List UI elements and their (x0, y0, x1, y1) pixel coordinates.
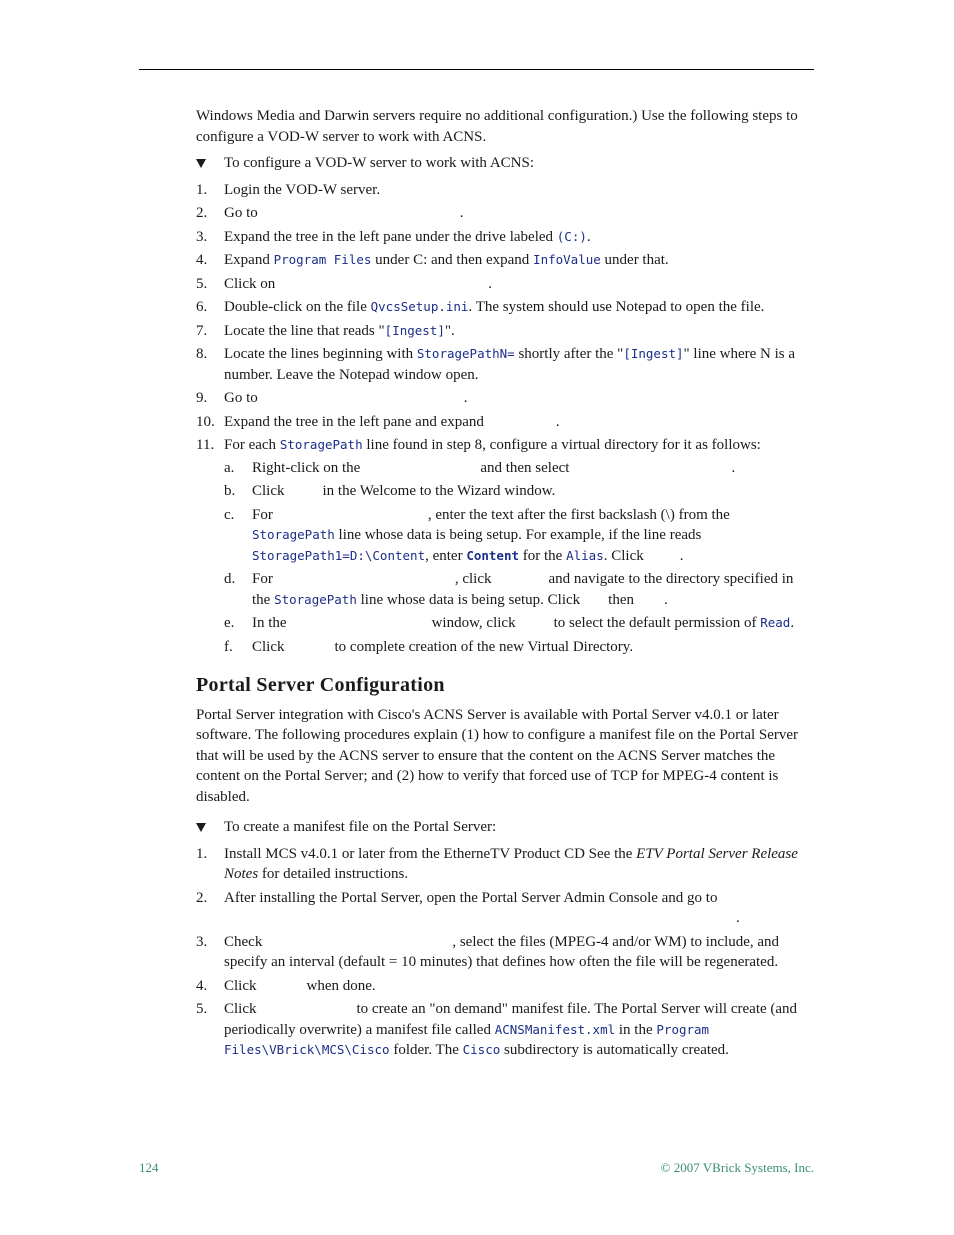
section-heading: Portal Server Configuration (196, 674, 445, 696)
list-item: 1. Login the VOD-W server. (196, 181, 381, 198)
portal-steps-list (196, 844, 812, 1061)
list-item: 2. Go to . (196, 205, 464, 221)
page-body (196, 106, 812, 1064)
list-item: 9. Go to . (196, 390, 468, 406)
list-item: 10. Expand the tree in the left pane and expand . (196, 413, 560, 430)
list-item: 3. Check , select the files (MPEG-4 and/or WM) to include, and specify an interval (default = 10 minutes) that defines how often the file will be regenerated. (196, 933, 780, 970)
list-item: f. Click to complete creation of the new Virtual Directory. (224, 638, 634, 655)
list-item: b. Click in the Welcome to the Wizard window. (224, 483, 556, 499)
list-item: d. For , click and navigate to the directory specified in the StoragePath line whose data is being setup. Click then . (224, 571, 794, 608)
list-item: 5. Click to create an "on demand" manifest file. The Portal Server will create (and periodically overwrite) a manifest file called ACNSManifest.xml in the Program Files\VBrick\MCS\Cisco folder. The Cisco subdirectory is automatically created. (196, 1001, 798, 1058)
triangle-bullet-icon (196, 823, 206, 832)
list-item: 4. Expand Program Files under C: and then expand InfoValue under that. (196, 252, 669, 268)
list-item: 2. After installing the Portal Server, open the Portal Server Admin Console and go to . (196, 889, 740, 926)
list-item: 3. Expand the tree in the left pane under the drive labeled (C:). (196, 228, 591, 245)
list-item: 7. Locate the line that reads "[Ingest]". (196, 322, 455, 339)
list-item: 4. Click when done. (196, 977, 376, 994)
task-heading: To create a manifest file on the Portal Server: (196, 817, 812, 838)
intro-paragraph: Windows Media and Darwin servers require no additional configuration.) Use the following steps to configure a VOD-W server to work with ACNS. (196, 108, 798, 145)
list-item: 8. Locate the lines beginning with StoragePathN= shortly after the "[Ingest]" line where N is a number. Leave the Notepad window open. (196, 346, 796, 383)
sub-steps-list (224, 458, 812, 658)
header-rule (139, 69, 814, 70)
copyright: © 2007 VBrick Systems, Inc. (660, 1160, 814, 1175)
portal-paragraph: Portal Server integration with Cisco's ACNS Server is available with Portal Server v4.0.1 or later software. The following procedures explain (1) how to configure a manifest file on the Portal Server that will be used by the ACNS server to ensure that the content on the ACNS Server matches the content on the Portal Server; and (2) how to verify that forced use of TCP for MPEG-4 content is disabled. (196, 706, 799, 805)
list-item: 1. Install MCS v4.0.1 or later from the EtherneTV Product CD See the ETV Portal Server Release Notes for detailed instructions. (196, 845, 798, 882)
list-item: a. Right-click on the and then select . (224, 459, 736, 476)
list-item: 11. For each StoragePath line found in step 8, configure a virtual directory for it as follows: a. Right-click on the and then select . b. Click in the Welcome to the Wizard window. c. For , enter the text after the first backslash (\) from the StoragePath line whose data is being setup. For example, if the line reads StoragePath1=D:\Content, enter Content for the Alias. Click . d. For , click and navigate to the directory specified in the StoragePath line whose data is being setup. Click then . e. In the window, click to select the default permission of Read. f. Click to complete creation of the new Virtual Directory. (196, 435, 812, 657)
list-item: 5. Click on . (196, 275, 492, 292)
vodw-steps-list (196, 180, 812, 658)
list-item: e. In the window, click to select the default permission of Read. (224, 615, 795, 631)
task-heading: To configure a VOD-W server to work with ACNS: (196, 153, 812, 174)
triangle-bullet-icon (196, 159, 206, 168)
page-number: 124 (139, 1160, 159, 1175)
list-item: 6. Double-click on the file QvcsSetup.ini. The system should use Notepad to open the file. (196, 299, 765, 315)
list-item: c. For , enter the text after the first backslash (\) from the StoragePath line whose data is being setup. For example, if the line reads StoragePath1=D:\Content, enter Content for the Alias. Click . (224, 506, 730, 564)
